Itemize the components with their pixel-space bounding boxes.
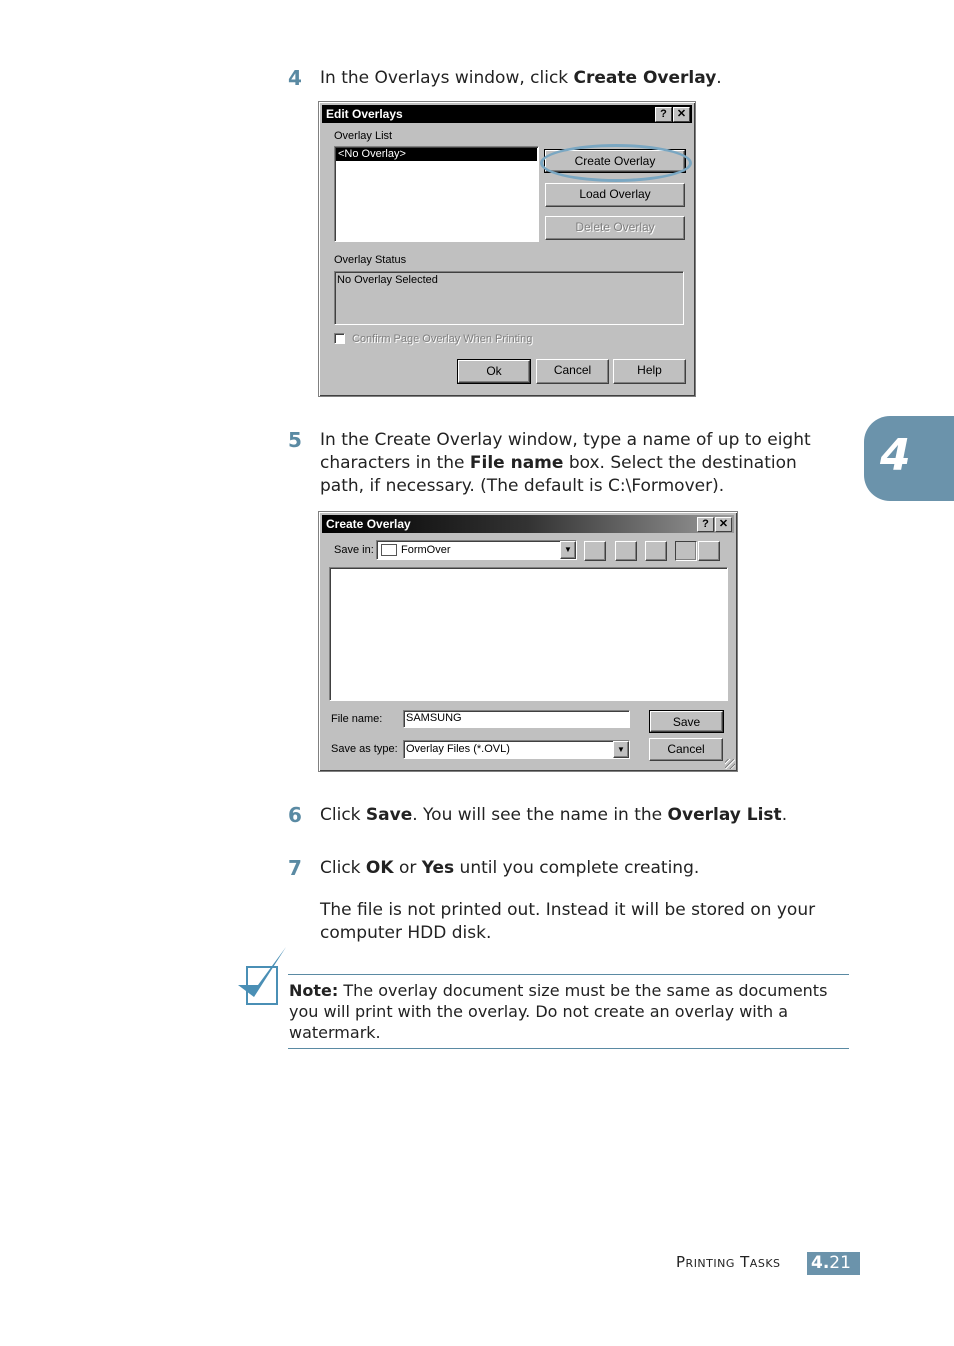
note-bottom-rule [288,1048,849,1049]
help-button[interactable]: Help [613,359,686,384]
desktop-icon[interactable] [615,541,637,561]
close-icon[interactable]: ✕ [715,517,732,532]
page-number [807,1252,860,1275]
file-browser[interactable] [329,567,728,701]
checkbox-label: Confirm Page Overlay When Printing [352,333,533,345]
overlay-list[interactable] [334,146,539,242]
step-text-part: . You will see the name in the [412,805,668,825]
step-line [320,452,840,475]
step-bold: OK [365,858,394,878]
save-as-type-label: Save as type: [331,743,398,755]
save-as-type-value: Overlay Files (*.OVL) [406,743,510,755]
step-text-part: Click [320,858,366,878]
help-icon[interactable]: ? [697,517,714,532]
step-text-part: Click [320,805,366,825]
close-icon[interactable]: ✕ [673,107,690,122]
note [289,980,859,1043]
new-folder-icon[interactable] [645,541,667,561]
chevron-down-icon[interactable]: ▼ [560,541,576,559]
resize-grip[interactable] [725,759,735,769]
folder-icon [381,544,397,556]
cancel-button[interactable]: Cancel [649,738,723,761]
note-text: The overlay document size must be the same as documents [338,981,828,1000]
dialog-title: Create Overlay [326,517,411,531]
details-view-icon[interactable] [698,541,720,561]
note-line: watermark. [289,1023,381,1042]
step-text [320,857,699,880]
delete-overlay-button[interactable]: Delete Overlay [545,216,685,240]
step-text [320,804,787,827]
step-text-part: or [393,858,422,878]
step-text-part: until you complete creating. [454,858,700,878]
step-bold: Create Overlay [573,68,717,88]
step-text-part: In the Overlays window, click [320,68,574,88]
step-number: 4 [288,66,302,90]
save-in-value: FormOver [401,544,451,556]
step-text [320,429,840,498]
step-bold: File name [469,453,564,473]
create-overlay-button[interactable]: Create Overlay [545,150,685,172]
step-number: 7 [288,856,302,880]
note-line [289,980,859,1001]
load-overlay-button[interactable]: Load Overlay [545,183,685,207]
step-number: 5 [288,428,302,452]
note-top-rule [288,974,849,975]
confirm-checkbox[interactable] [334,333,345,344]
step-number: 6 [288,803,302,827]
save-in-dropdown[interactable] [376,540,577,560]
file-name-value: SAMSUNG [406,712,462,724]
page-num: 21 [829,1253,851,1273]
file-name-input[interactable] [403,710,630,728]
page-prefix: 4. [811,1253,830,1273]
step-text-part: . [716,68,722,88]
overlay-list-label: Overlay List [334,130,393,142]
chapter-number: 4 [880,430,911,481]
section-title: Printing Tasks [676,1253,781,1271]
step-paragraph [320,899,850,945]
step-bold: Yes [421,858,455,878]
chevron-down-icon[interactable]: ▼ [613,741,629,758]
checkmark-note-icon [236,945,288,1007]
overlay-status-label: Overlay Status [334,254,407,266]
list-view-icon[interactable] [675,541,697,561]
file-name-label: File name: [331,713,383,725]
note-label: Note: [289,981,339,1000]
status-text: No Overlay Selected [337,274,438,286]
step-text [320,67,722,90]
step-line: In the Create Overlay window, type a name of up to eight [320,430,811,450]
step-bold: Overlay List [667,805,782,825]
save-as-type-dropdown[interactable] [403,740,630,759]
highlight-ellipse [540,144,692,182]
help-icon[interactable]: ? [655,107,672,122]
dialog-title: Edit Overlays [326,107,403,121]
note-line: you will print with the overlay. Do not create an overlay with a [289,1002,789,1021]
title-bar [322,105,692,123]
step-line: computer HDD disk. [320,923,492,943]
save-in-label: Save in: [334,544,374,556]
step-line: The file is not printed out. Instead it will be stored on your [320,900,816,920]
step-text-part: . [781,805,788,825]
up-folder-icon[interactable] [584,541,606,561]
step-line: path, if necessary. (The default is C:\Formover). [320,476,725,496]
step-text-part: characters in the [320,453,470,473]
edit-overlays-dialog [318,101,696,397]
overlay-status-box [334,271,684,325]
save-button[interactable]: Save [650,711,723,732]
title-bar [322,515,734,533]
create-overlay-dialog [318,511,738,772]
list-item[interactable]: <No Overlay> [336,148,537,161]
step-bold: Save [365,805,413,825]
ok-button[interactable]: Ok [458,360,530,383]
cancel-button[interactable]: Cancel [536,359,609,384]
step-text-part: box. Select the destination [563,453,797,473]
